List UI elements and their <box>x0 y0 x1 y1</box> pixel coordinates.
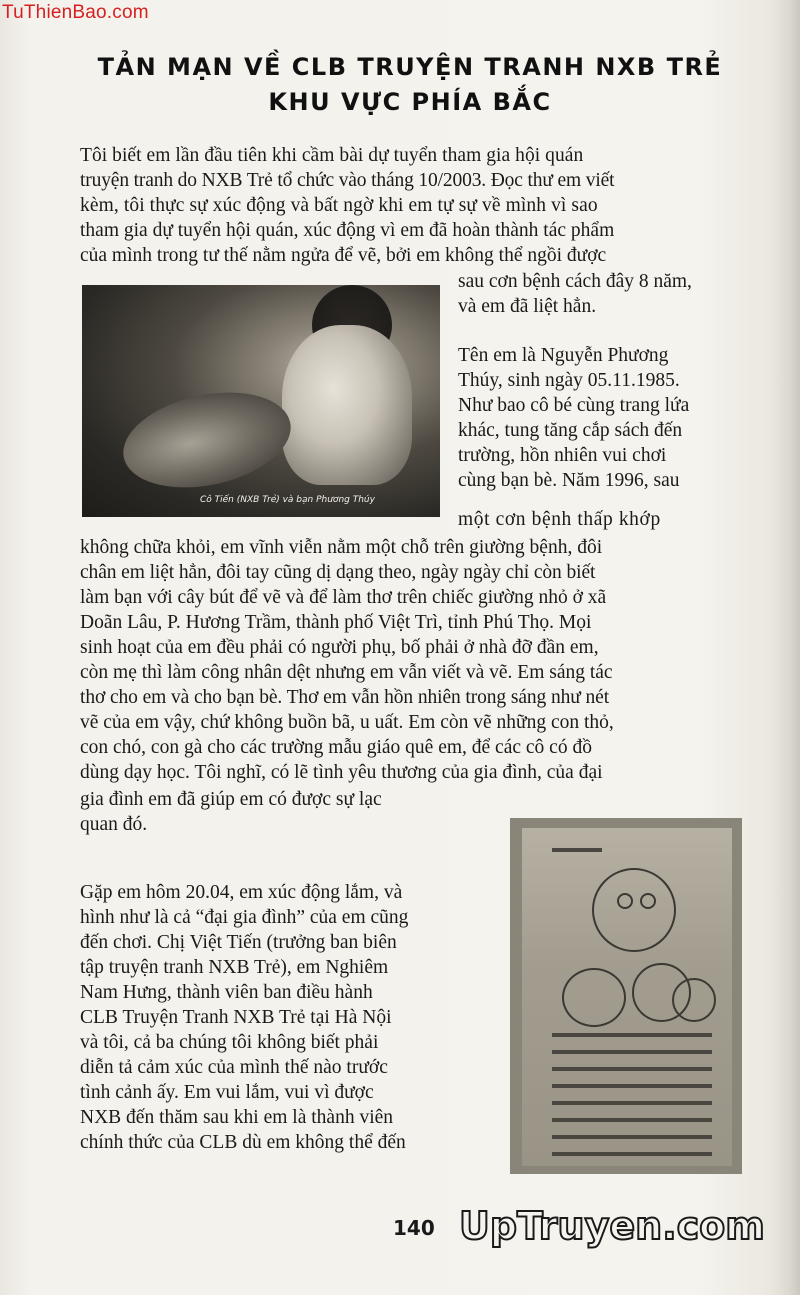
text-line: trường, hồn nhiên vui chơi <box>458 445 667 466</box>
text-line: thơ cho em và cho bạn bè. Thơ em vẫn hồn nhiên trong sáng như nét <box>80 687 610 708</box>
text-line: NXB đến thăm sau khi em là thành viên <box>80 1107 394 1128</box>
text-line: CLB Truyện Tranh NXB Trẻ tại Hà Nội <box>80 1007 392 1028</box>
text-line: tham gia dự tuyển hội quán, xúc động vì em đã hoàn thành tác phẩm <box>80 220 615 241</box>
text-line: và em đã liệt hẳn. <box>458 296 597 317</box>
text-line: một cơn bệnh thấp khớp <box>458 509 661 530</box>
site-watermark-top: TuThienBao.com <box>2 2 149 23</box>
text-line: tập truyện tranh NXB Trẻ), em Nghiêm <box>80 957 389 978</box>
scan-shadow <box>770 0 800 1295</box>
site-watermark-bottom: UpTruyen.com <box>459 1204 765 1248</box>
text-line: vẽ của em vậy, chứ không buồn bã, u uất. Em còn vẽ những con thỏ, <box>80 712 614 733</box>
text-line: gia đình em đã giúp em có được sự lạc <box>80 789 382 810</box>
text-line: dùng dạy học. Tôi nghĩ, có lẽ tình yêu thương của gia đình, của đại <box>80 762 603 783</box>
text-line: còn mẹ thì làm công nhân dệt nhưng em vẫn viết và vẽ. Em sáng tác <box>80 662 613 683</box>
text-line: Như bao cô bé cùng trang lứa <box>458 395 690 416</box>
text-line: không chữa khỏi, em vĩnh viễn nằm một chỗ trên giường bệnh, đôi <box>80 537 603 558</box>
text-line: Tên em là Nguyễn Phương <box>458 345 669 366</box>
text-line: Doãn Lâu, P. Hương Trầm, thành phố Việt Trì, tỉnh Phú Thọ. Mọi <box>80 612 592 633</box>
text-line: của mình trong tư thế nằm ngửa để vẽ, bởi em không thể ngồi được <box>80 245 607 266</box>
text-line: Thúy, sinh ngày 05.11.1985. <box>458 370 680 391</box>
text-line: Nam Hưng, thành viên ban điều hành <box>80 982 373 1003</box>
text-line: diễn tả cảm xúc của mình thế nào trước <box>80 1057 388 1078</box>
text-line: chính thức của CLB dù em không thể đến <box>80 1132 406 1153</box>
text-line: truyện tranh do NXB Trẻ tổ chức vào tháng 10/2003. Đọc thư em viết <box>80 170 615 191</box>
text-line: khác, tung tăng cắp sách đến <box>458 420 683 441</box>
photo-caption: Cô Tiến (NXB Trẻ) và bạn Phương Thúy <box>200 495 375 505</box>
text-line: cùng bạn bè. Năm 1996, sau <box>458 470 680 491</box>
text-line: làm bạn với cây bút để vẽ và để làm thơ trên chiếc giường nhỏ ở xã <box>80 587 607 608</box>
text-line: đến chơi. Chị Việt Tiến (trưởng ban biên <box>80 932 397 953</box>
photo-visit <box>82 285 440 517</box>
text-line: hình như là cả “đại gia đình” của em cũng <box>80 907 409 928</box>
text-line: sinh hoạt của em đều phải có người phụ, bố phải ở nhà đỡ đần em, <box>80 637 599 658</box>
text-line: tình cảnh ấy. Em vui lắm, vui vì được <box>80 1082 374 1103</box>
text-line: và tôi, cả ba chúng tôi không biết phải <box>80 1032 379 1053</box>
text-line: sau cơn bệnh cách đây 8 năm, <box>458 271 692 292</box>
page-number: 140 <box>393 1216 435 1240</box>
text-line: chân em liệt hẳn, đôi tay cũng dị dạng theo, ngày ngày chỉ còn biết <box>80 562 596 583</box>
photo-drawing <box>510 818 742 1174</box>
article-title-line-1: TẢN MẠN VỀ CLB TRUYỆN TRANH NXB TRẺ <box>97 53 723 81</box>
text-line: con chó, con gà cho các trường mẫu giáo quê em, để các cô có đồ <box>80 737 592 758</box>
text-line: Gặp em hôm 20.04, em xúc động lắm, và <box>80 882 403 903</box>
article-title-line-2: KHU VỰC PHÍA BẮC <box>268 88 552 116</box>
text-line: kèm, tôi thực sự xúc động và bất ngờ khi em tự sự về mình vì sao <box>80 195 598 216</box>
text-line: Tôi biết em lần đầu tiên khi cầm bài dự tuyển tham gia hội quán <box>80 145 584 166</box>
text-line: quan đó. <box>80 814 148 835</box>
